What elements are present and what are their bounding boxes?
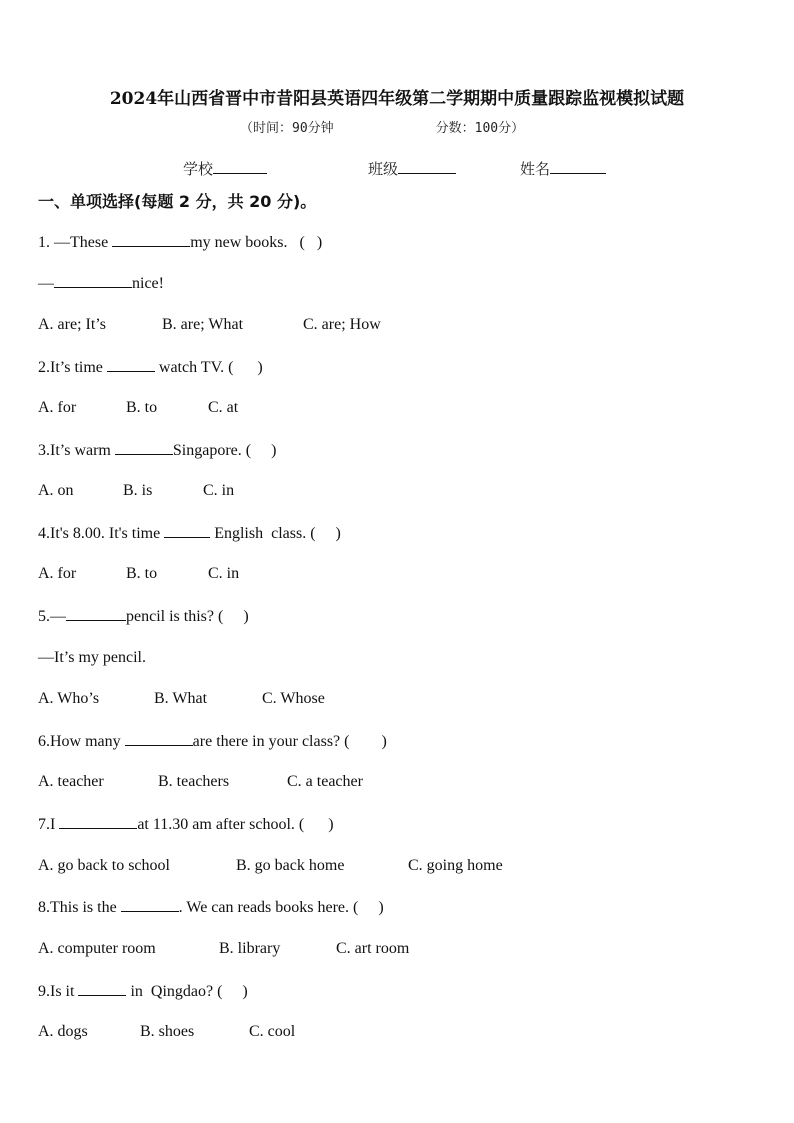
school-field[interactable] <box>183 158 267 179</box>
question-text: 9.Is it <box>38 983 79 1000</box>
answer-blank[interactable] <box>78 982 126 996</box>
option-c[interactable]: C. in <box>208 565 240 582</box>
option-a[interactable]: A. for <box>38 565 77 582</box>
option-c[interactable]: C. cool <box>249 1023 296 1040</box>
name-blank[interactable] <box>550 159 606 174</box>
answer-blank[interactable] <box>164 524 210 538</box>
option-c[interactable]: C. at <box>208 399 239 416</box>
section-title: 一、单项选择(每题 2 分，共 20 分)。 <box>38 192 317 211</box>
question-line <box>38 982 248 1001</box>
class-label: 班级 <box>368 160 399 178</box>
school-label: 学校 <box>183 160 214 178</box>
options-row <box>38 690 325 708</box>
option-a[interactable]: A. for <box>38 399 77 416</box>
exam-title: 2024年山西省晋中市昔阳县英语四年级第二学期期中质量跟踪监视模拟试题 <box>109 89 685 109</box>
class-blank[interactable] <box>398 159 456 174</box>
question-text: in Qingdao? ( ) <box>126 983 248 1000</box>
question-line <box>38 233 322 252</box>
question-text: 3.It’s warm <box>38 442 115 459</box>
option-c[interactable]: C. art room <box>336 940 410 957</box>
answer-blank[interactable] <box>107 358 155 372</box>
option-b[interactable]: B. library <box>219 940 281 957</box>
question-line <box>38 441 276 460</box>
exam-meta <box>240 117 524 136</box>
option-b[interactable]: B. go back home <box>236 857 345 874</box>
option-b[interactable]: B. to <box>126 399 158 416</box>
question-line <box>38 524 341 543</box>
answer-blank[interactable] <box>112 233 190 247</box>
option-b[interactable]: B. is <box>123 482 153 499</box>
question-text: 2.It’s time <box>38 359 107 376</box>
question-text: at 11.30 am after school. ( ) <box>137 816 334 833</box>
question-text: English class. ( ) <box>210 525 341 542</box>
option-b[interactable]: B. to <box>126 565 158 582</box>
option-a[interactable]: A. dogs <box>38 1023 88 1040</box>
question-text: . We can reads books here. ( ) <box>178 899 384 916</box>
question-line <box>38 649 146 667</box>
option-b[interactable]: B. are; What <box>162 316 244 333</box>
question-line <box>38 607 249 626</box>
question-text: 1. —These <box>38 234 113 251</box>
question-line <box>38 358 263 377</box>
option-c[interactable]: C. in <box>203 482 235 499</box>
class-field[interactable] <box>368 158 456 179</box>
question-text: my new books. ( ) <box>190 234 323 251</box>
options-row <box>38 482 234 500</box>
question-line <box>38 898 384 917</box>
option-c[interactable]: C. Whose <box>262 690 325 707</box>
option-c[interactable]: C. going home <box>408 857 503 874</box>
answer-blank[interactable] <box>125 732 193 746</box>
question-text: 6.How many <box>38 733 125 750</box>
option-b[interactable]: B. What <box>154 690 208 707</box>
question-text: 8.This is the <box>38 899 121 916</box>
answer-blank[interactable] <box>115 441 173 455</box>
options-row <box>38 1023 295 1041</box>
answer-blank[interactable] <box>59 815 137 829</box>
option-c[interactable]: C. are; How <box>303 316 381 333</box>
option-a[interactable]: A. on <box>38 482 74 499</box>
options-row <box>38 940 409 958</box>
question-text: 7.I <box>38 816 60 833</box>
option-c[interactable]: C. a teacher <box>287 773 363 790</box>
answer-blank[interactable] <box>121 898 179 912</box>
option-a[interactable]: A. computer room <box>38 940 156 957</box>
exam-time: （时间：90分钟 <box>240 121 334 136</box>
question-text: 4.It's 8.00. It's time <box>38 525 165 542</box>
option-a[interactable]: A. go back to school <box>38 857 170 874</box>
option-a[interactable]: A. are; It’s <box>38 316 106 333</box>
question-line <box>38 732 387 751</box>
options-row <box>38 399 238 417</box>
question-text: —It’s my pencil. <box>38 649 146 666</box>
name-label: 姓名 <box>520 160 551 178</box>
options-row <box>38 857 503 875</box>
question-text: watch TV. ( ) <box>154 359 263 376</box>
options-row <box>38 565 239 583</box>
option-a[interactable]: A. teacher <box>38 773 104 790</box>
question-text: pencil is this? ( ) <box>126 608 249 625</box>
options-row <box>38 773 363 791</box>
option-b[interactable]: B. shoes <box>140 1023 195 1040</box>
question-line <box>38 815 334 834</box>
options-row <box>38 316 381 334</box>
answer-blank[interactable] <box>66 607 126 621</box>
name-field[interactable] <box>520 158 606 179</box>
question-line <box>38 274 164 293</box>
exam-score: 分数：100分） <box>435 121 525 136</box>
question-text: — <box>38 275 54 292</box>
school-blank[interactable] <box>213 159 267 174</box>
question-text: 5.— <box>38 608 66 625</box>
question-text: Singapore. ( ) <box>172 442 277 459</box>
answer-blank[interactable] <box>54 274 132 288</box>
option-b[interactable]: B. teachers <box>158 773 230 790</box>
question-text: nice! <box>132 275 164 292</box>
question-text: are there in your class? ( ) <box>192 733 387 750</box>
option-a[interactable]: A. Who’s <box>38 690 100 707</box>
